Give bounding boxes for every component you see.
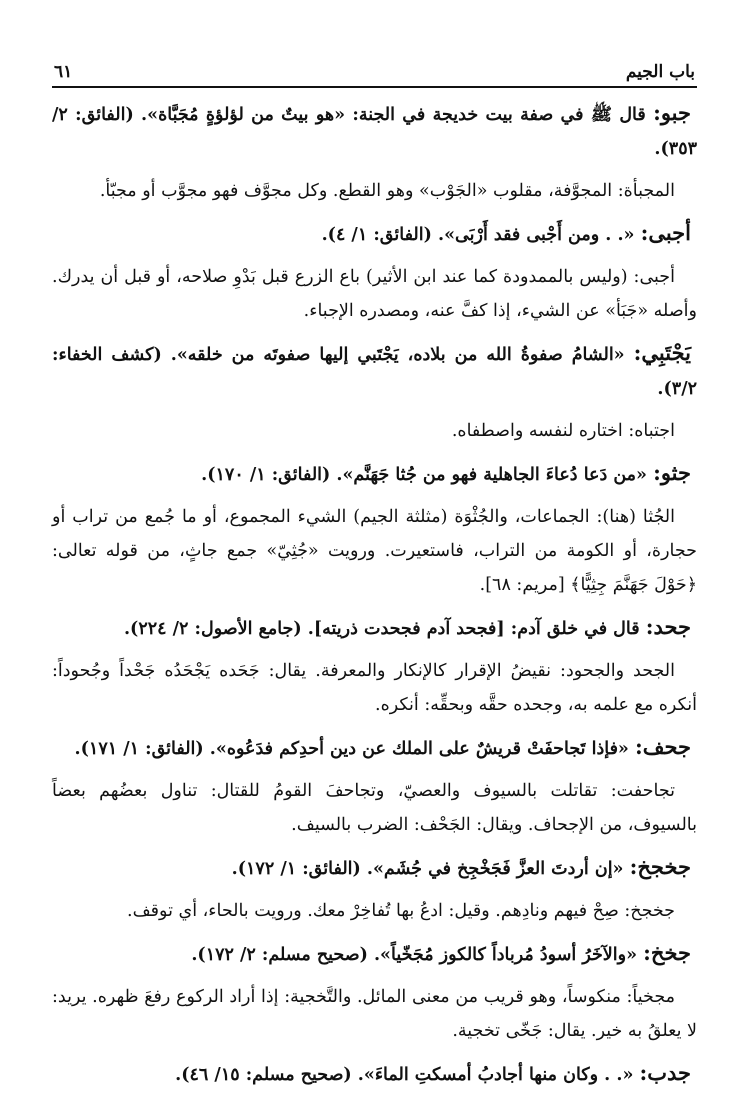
entry-citation <box>52 336 697 406</box>
dictionary-entry <box>52 610 697 722</box>
entry-headword: جحد: <box>645 614 691 639</box>
entry-headword: جخجخ: <box>629 854 691 879</box>
entry-explanation: مجخياً: منكوساً، وهو قريب من معنى المائل. والتَّخجية: إذا أراد الركوع رفعَ ظهره. يريد: لا يعلقُ به خير. يقال: جَخّى تخجية. <box>52 987 697 1041</box>
running-header <box>52 60 697 86</box>
entry-explanation: اجتباه: اختاره لنفسه واصطفاه. <box>451 421 675 441</box>
dictionary-entry <box>52 456 697 602</box>
page-number: ٦١ <box>54 62 73 82</box>
dictionary-entry <box>52 336 697 448</box>
entry-quote: «. . ومن أَجْبى فقد أَرْبَى». (الفائق: ١/ ٤). <box>321 225 641 245</box>
entry-quote: «إن أردتَ العزَّ فَجَخْجِخ في جُشَم». (الفائق: ١/ ١٧٢). <box>231 859 630 879</box>
entry-explanation: تجاحفت: تقاتلت بالسيوف والعصيّ، وتجاحفَ القومُ للقتال: تناول بعضُهم بعضاً بالسيوف، من الإجحاف. ويقال: الجَحْف: الضرب بالسيف. <box>52 781 697 835</box>
entry-citation <box>52 850 697 886</box>
entry-headword: جبو: <box>653 100 691 125</box>
entry-headword: يَجْتَبِي: <box>633 340 691 365</box>
entry-quote: «. . وكان منها أجادبُ أمسكتِ الماءَ». (صحيح مسلم: ١٥/ ٤٦). <box>175 1065 640 1085</box>
entry-explanation: جخجخ: صِحْ فيهم ونادِهم. وقيل: ادعُ بها تُفاخِرْ معك. ورويت بالحاء، أي توقف. <box>127 901 675 921</box>
entry-citation <box>52 1056 697 1092</box>
dictionary-entry <box>52 216 697 328</box>
entry-quote: «الشامُ صفوةُ الله من بلاده، يَجْتَبي إليها صفوتَه من خلقه». (كشف الخفاء: ٣/٢). <box>52 345 697 399</box>
entry-headword: أجبى: <box>640 220 691 245</box>
entry-quote: «فإذا تَجاحفَتْ قريشٌ على الملك عن دين أحدِكم فدَعُوه». (الفائق: ١/ ١٧١). <box>74 739 635 759</box>
entry-quote: «من دَعا دُعاءَ الجاهلية فهو من جُثا جَهَنَّم». (الفائق: ١/ ١٧٠). <box>201 465 654 485</box>
entry-quote: قال في خلق آدم: [فجحد آدم فجحدت ذريته]. (جامع الأصول: ٢/ ٢٢٤). <box>123 619 646 639</box>
header-divider <box>52 86 697 88</box>
entry-citation <box>52 936 697 972</box>
entry-quote: «والآخَرُ أسودُ مُرباداً كالكوز مُجَخّياً». (صحيح مسلم: ٢/ ١٧٢). <box>191 945 644 965</box>
book-page <box>52 60 697 1100</box>
entry-quote: قال ﷺ في صفة بيت خديجة في الجنة: «هو بيتٌ من لؤلؤةٍ مُجَبَّاة». (الفائق: ٢/ ٣٥٣). <box>52 105 697 159</box>
entry-explanation: الجحد والجحود: نقيضُ الإقرار كالإنكار والمعرفة. يقال: جَحَده يَجْحَدُه جَحْداً وجُحوداً: أنكره مع علمه به، وجحده حقَّه وبحقِّه: أنكره. <box>52 661 697 715</box>
entry-headword: جثو: <box>653 460 691 485</box>
entry-citation <box>52 456 697 492</box>
dictionary-entry <box>52 96 697 208</box>
entry-explanation: أجبى: (وليس بالممدودة كما عند ابن الأثير) باع الزرع قبل بَدْوِ صلاحه، أو قبل أن يدرك. وأصله «جَبَأ» عن الشيء، إذا كفَّ عنه، ومصدره الإجباء. <box>52 267 697 321</box>
entry-headword: جدب: <box>639 1060 691 1085</box>
entry-citation <box>52 610 697 646</box>
dictionary-entry <box>52 850 697 928</box>
entry-headword: جحف: <box>634 734 691 759</box>
entry-citation <box>52 216 697 252</box>
chapter-title: باب الجيم <box>625 62 695 82</box>
entry-explanation: المجبأة: المجوَّفة، مقلوب «الجَوْب» وهو القطع. وكل مجوَّف فهو مجوَّب أو مجبّأ. <box>99 181 675 201</box>
entry-citation <box>52 96 697 166</box>
dictionary-entry <box>52 730 697 842</box>
dictionary-entry <box>52 936 697 1048</box>
entry-headword: جخخ: <box>643 940 691 965</box>
dictionary-entry <box>52 1056 697 1092</box>
entry-citation <box>52 730 697 766</box>
entry-explanation: الجُثا (هنا): الجماعات، والجُثْوَة (مثلثة الجيم) الشيء المجموع، أو ما جُمع من تراب أو حجارة، أو الكومة من التراب، فاستعيرت. ورويت «جُثِيّ» جمع جاثٍ، من قوله تعالى: ﴿حَوْلَ جَهَنَّمَ جِثِيًّا﴾ [مريم: ٦٨]. <box>52 507 697 595</box>
